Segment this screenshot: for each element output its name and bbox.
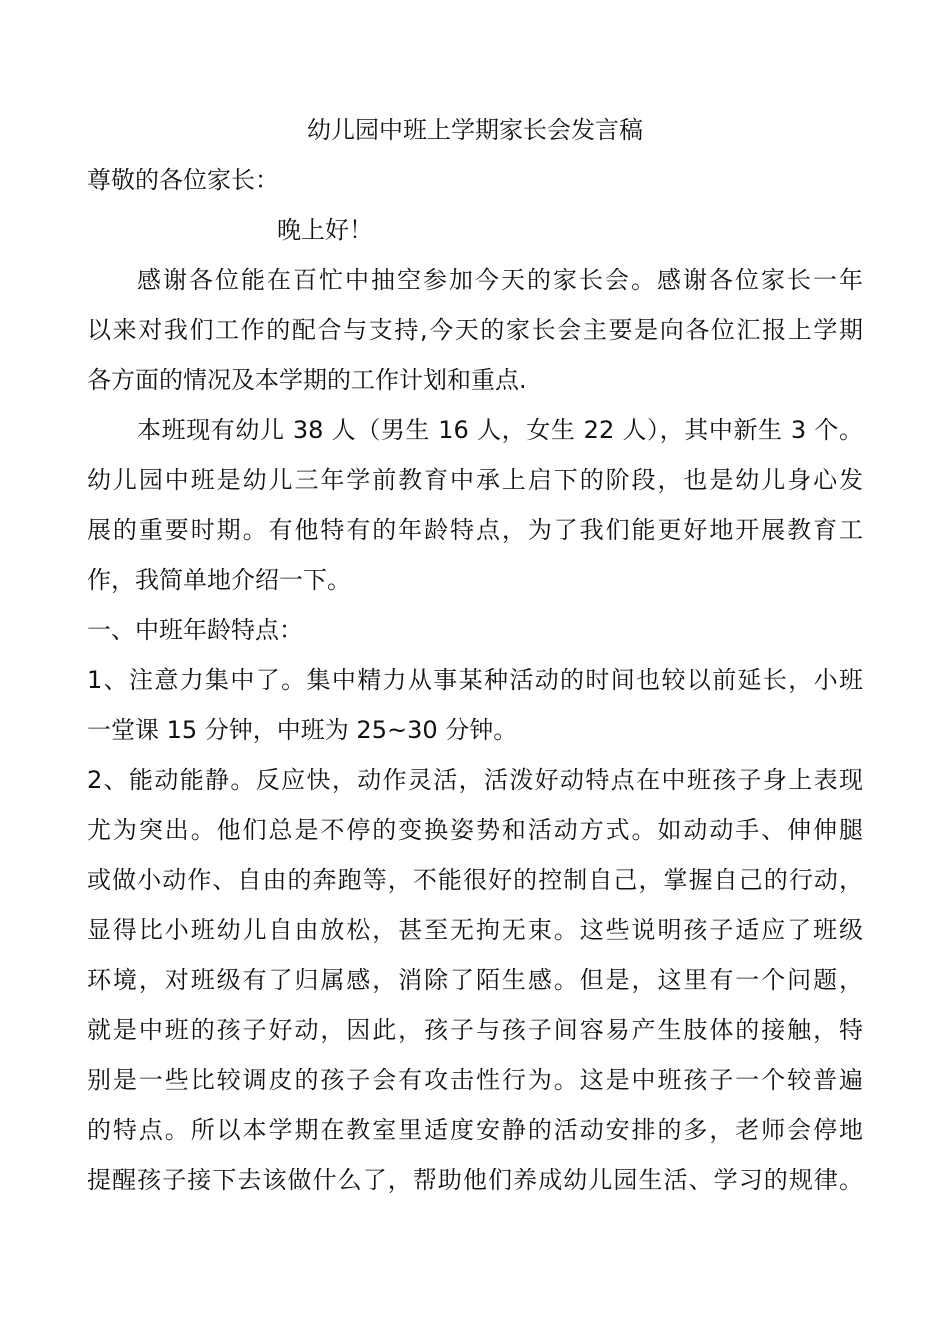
paragraph-line: 显得比小班幼儿自由放松，甚至无拘无束。这些说明孩子适应了班级 <box>87 916 863 944</box>
paragraph-line: 以来对我们工作的配合与支持,今天的家长会主要是向各位汇报上学期 <box>87 316 863 344</box>
paragraph-line: 的特点。所以本学期在教室里适度安静的活动安排的多，老师会停地 <box>87 1116 863 1144</box>
paragraph-line: 就是中班的孩子好动，因此，孩子与孩子间容易产生肢体的接触，特 <box>87 1016 863 1044</box>
document-title: 幼儿园中班上学期家长会发言稿 <box>307 116 643 144</box>
salutation: 尊敬的各位家长： <box>87 166 279 194</box>
paragraph-line: 1、注意力集中了。集中精力从事某种活动的时间也较以前延长，小班 <box>87 666 863 694</box>
paragraph-line: 展的重要时期。有他特有的年龄特点，为了我们能更好地开展教育工 <box>87 516 863 544</box>
paragraph-line: 尤为突出。他们总是不停的变换姿势和活动方式。如动动手、伸伸腿 <box>87 816 863 844</box>
paragraph-line: 或做小动作、自由的奔跑等，不能很好的控制自己，掌握自己的行动， <box>87 866 863 894</box>
greeting: 晚上好！ <box>277 216 373 244</box>
paragraph-line: 提醒孩子接下去该做什么了，帮助他们养成幼儿园生活、学习的规律。 <box>87 1166 863 1194</box>
paragraph-line: 2、能动能静。反应快，动作灵活，活泼好动特点在中班孩子身上表现 <box>87 766 863 794</box>
paragraph-line: 感谢各位能在百忙中抽空参加今天的家长会。感谢各位家长一年 <box>137 266 863 294</box>
paragraph-line: 幼儿园中班是幼儿三年学前教育中承上启下的阶段，也是幼儿身心发 <box>87 466 863 494</box>
paragraph-line: 别是一些比较调皮的孩子会有攻击性行为。这是中班孩子一个较普遍 <box>87 1066 863 1094</box>
paragraph-line: 一堂课 15 分钟，中班为 25~30 分钟。 <box>87 716 518 744</box>
paragraph-line: 各方面的情况及本学期的工作计划和重点. <box>87 366 527 394</box>
paragraph-line: 本班现有幼儿 38 人（男生 16 人，女生 22 人），其中新生 3 个。 <box>137 416 863 444</box>
section-heading: 一、中班年龄特点： <box>87 616 303 644</box>
paragraph-line: 环境，对班级有了归属感，消除了陌生感。但是，这里有一个问题， <box>87 966 863 994</box>
paragraph-line: 作，我简单地介绍一下。 <box>87 566 351 594</box>
